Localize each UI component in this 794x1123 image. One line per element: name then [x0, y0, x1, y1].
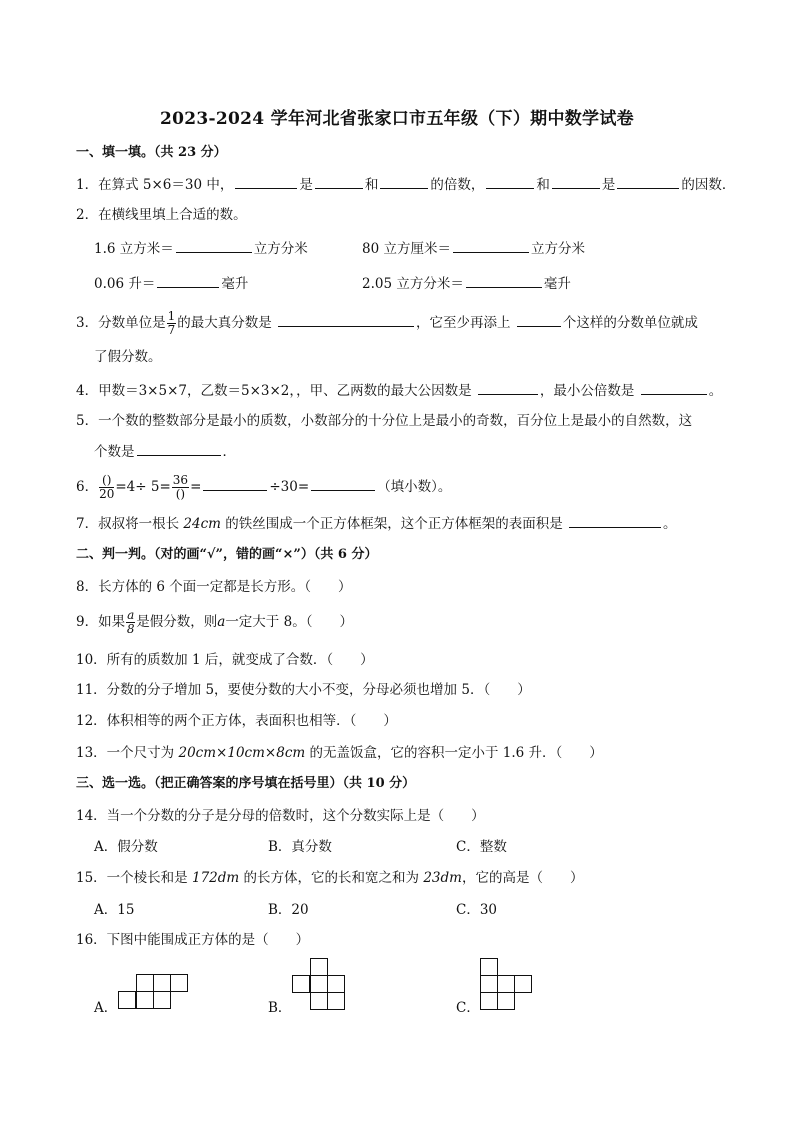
option-a[interactable]: A．15 [94, 902, 135, 918]
question-14-stem: 14．当一个分数的分子是分母的倍数时，这个分数实际上是（ ） [76, 808, 485, 824]
answer-blank[interactable] [315, 174, 363, 189]
question-1: 1．在算式 5×6＝30 中， 是 和 的倍数， 和 是 的因数． [76, 174, 735, 195]
answer-blank[interactable] [517, 312, 561, 327]
section-3-heading: 三、选一选。（把正确答案的序号填在括号里）（共 10 分） [76, 776, 416, 791]
question-8: 8．长方体的 6 个面一定都是长方形。（ ） [76, 579, 352, 595]
option-c[interactable]: C． [456, 1000, 480, 1016]
question-2-stem: 2．在横线里填上合适的数。 [76, 207, 247, 223]
answer-blank[interactable] [235, 174, 297, 189]
answer-blank[interactable] [137, 441, 221, 456]
question-9: 9．如果 $\frac{a}{8}$ 是假分数，则a一定大于 8。（ ） [76, 608, 353, 636]
question-7: 7．叔叔将一根长 24cm 的铁丝围成一个正方体框架，这个正方体框架的表面积是 。 [76, 513, 677, 534]
option-c[interactable]: C．30 [456, 902, 498, 918]
fraction: $\frac{1}{7}$ [167, 309, 176, 337]
question-3-cont: 了假分数。 [94, 349, 162, 365]
option-b[interactable]: B．真分数 [268, 839, 332, 855]
question-2-item-2: 80 立方厘米＝ 立方分米 [362, 238, 585, 259]
question-15-stem: 15．一个棱长和是 172dm 的长方体，它的长和宽之和为 23dm，它的高是（ ） [76, 870, 584, 886]
question-16-stem: 16．下图中能围成正方体的是（ ） [76, 932, 310, 948]
option-b[interactable]: B． [268, 1000, 292, 1016]
question-5: 5．一个数的整数部分是最小的质数，小数部分的十分位上是最小的奇数，百分位上是最小的自然数，这 [76, 413, 693, 429]
fraction: $\frac{()}{20}$ [99, 473, 115, 501]
question-11: 11．分数的分子增加 5，要使分数的大小不变，分母必须也增加 5．（ ） [76, 682, 531, 698]
cube-net-c [480, 958, 536, 1014]
option-c[interactable]: C．整数 [456, 839, 507, 855]
answer-blank[interactable] [569, 513, 661, 528]
answer-blank[interactable] [552, 174, 600, 189]
cube-net-b [292, 958, 364, 1014]
answer-blank[interactable] [311, 476, 375, 491]
answer-blank[interactable] [486, 174, 534, 189]
answer-blank[interactable] [203, 476, 267, 491]
question-12: 12．体积相等的两个正方体，表面积也相等．（ ） [76, 713, 397, 729]
option-b[interactable]: B．20 [268, 902, 309, 918]
fraction: $\frac{a}{8}$ [126, 608, 135, 636]
answer-blank[interactable] [380, 174, 428, 189]
answer-blank[interactable] [278, 312, 414, 327]
answer-blank[interactable] [641, 380, 707, 395]
page-title: 2023-2024 学年河北省张家口市五年级（下）期中数学试卷 [160, 109, 634, 129]
cube-net-a [118, 974, 190, 1012]
question-5-cont: 个数是 ． [94, 441, 236, 462]
answer-blank[interactable] [157, 273, 219, 288]
question-6: 6． $\frac{()}{20}$ =4÷ 5= $\frac{36}{()}$ = ÷30= （填小数）。 [76, 473, 452, 501]
answer-blank[interactable] [466, 273, 542, 288]
question-13: 13．一个尺寸为 20cm×10cm×8cm 的无盖饭盒，它的容积一定小于 1.6 升．（ ） [76, 745, 603, 761]
option-a[interactable]: A．假分数 [94, 839, 158, 855]
answer-blank[interactable] [453, 238, 529, 253]
question-3: 3．分数单位是 $\frac{1}{7}$ 的最大真分数是 ，它至少再添上 个这样的分数单位就成 [76, 309, 698, 337]
fraction: $\frac{36}{()}$ [172, 473, 189, 501]
question-2-item-4: 2.05 立方分米＝ 毫升 [362, 273, 571, 294]
section-1-heading: 一、填一填。（共 23 分） [76, 145, 227, 160]
question-2-item-3: 0.06 升＝ 毫升 [94, 273, 248, 294]
answer-blank[interactable] [478, 380, 538, 395]
question-4: 4．甲数＝3×5×7，乙数＝5×3×2，，甲、乙两数的最大公因数是 ，最小公倍数是 。 [76, 380, 722, 401]
question-10: 10．所有的质数加 1 后，就变成了合数．（ ） [76, 652, 374, 668]
option-a[interactable]: A． [94, 1000, 118, 1016]
answer-blank[interactable] [617, 174, 679, 189]
answer-blank[interactable] [176, 238, 252, 253]
section-2-heading: 二、判一判。（对的画“√”，错的画“×”）（共 6 分） [76, 547, 378, 562]
question-2-item-1: 1.6 立方米＝ 立方分米 [94, 238, 308, 259]
